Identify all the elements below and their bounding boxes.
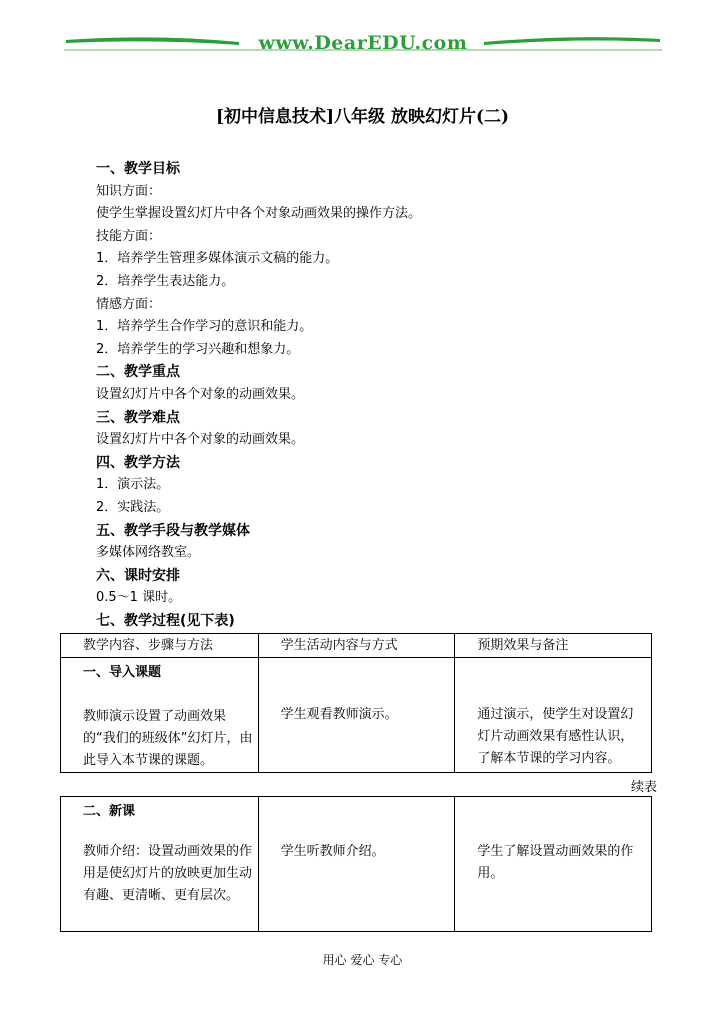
table-cell — [258, 658, 455, 773]
body-line: 情感方面： — [96, 296, 162, 312]
body-line: 2．培养学生表达能力。 — [96, 273, 235, 289]
table-header-cell: 预期效果与备注 — [455, 634, 652, 658]
section-heading: 三、教学难点 — [96, 409, 180, 426]
body-line: 0.5～1 课时。 — [96, 590, 182, 606]
section-heading: 七、教学过程(见下表) — [96, 612, 235, 629]
table-cell — [258, 797, 455, 932]
section-heading: 一、教学目标 — [96, 161, 180, 177]
section-heading: 四、教学方法 — [96, 454, 180, 471]
cell-text: 教师演示设置了动画效果的“我们的班级体”幻灯片，由此导入本节课的课题。 — [83, 709, 253, 768]
continued-label: 续表 — [630, 780, 657, 795]
process-table-continued — [60, 796, 652, 932]
cell-text: 通过演示，使学生对设置幻灯片动画效果有感性认识，了解本节课的学习内容。 — [477, 707, 634, 766]
body-line: 知识方面： — [96, 183, 162, 199]
page-footer: 用心 爱心 专心 — [322, 953, 403, 967]
cell-text: 学生观看教师演示。 — [280, 707, 398, 722]
section-heading: 二、教学重点 — [96, 364, 180, 381]
site-url: www.DearEDU.com — [258, 32, 468, 54]
section-heading: 五、教学手段与教学媒体 — [96, 522, 250, 539]
cell-text: 学生听教师介绍。 — [280, 844, 385, 859]
section-heading: 二、新课 — [83, 804, 136, 819]
cell-text: 学生了解设置动画效果的作用。 — [477, 844, 634, 881]
body-line: 设置幻灯片中各个对象的动画效果。 — [96, 386, 305, 402]
body-line: 技能方面： — [96, 228, 162, 244]
cell-text: 教师介绍：设置动画效果的作用是使幻灯片的放映更加生动有趣、更清晰、更有层次。 — [83, 844, 253, 903]
table-header-cell: 教学内容、步骤与方法 — [61, 634, 259, 658]
body-line: 1．演示法。 — [96, 477, 170, 493]
body-line: 2．培养学生的学习兴趣和想象力。 — [96, 341, 300, 357]
table-header-cell: 学生活动内容与方式 — [258, 634, 455, 658]
site-header — [64, 28, 662, 58]
body-line: 1．培养学生管理多媒体演示文稿的能力。 — [96, 251, 339, 267]
process-table — [60, 633, 652, 773]
table-cell — [61, 658, 259, 773]
body-line: 多媒体网络教室。 — [96, 545, 201, 561]
body-line: 使学生掌握设置幻灯片中各个对象动画效果的操作方法。 — [96, 206, 422, 222]
lesson-plan-body — [96, 158, 656, 632]
table-cell — [455, 658, 652, 773]
body-line: 1．培养学生合作学习的意识和能力。 — [96, 319, 313, 335]
body-line: 2．实践法。 — [96, 499, 170, 515]
table-cell — [455, 797, 652, 932]
body-line: 设置幻灯片中各个对象的动画效果。 — [96, 432, 305, 448]
section-heading: 一、导入课题 — [83, 665, 162, 680]
section-heading: 六、课时安排 — [96, 567, 180, 584]
page-title: [初中信息技术]八年级 放映幻灯片(二) — [215, 107, 510, 127]
table-cell — [61, 797, 259, 932]
